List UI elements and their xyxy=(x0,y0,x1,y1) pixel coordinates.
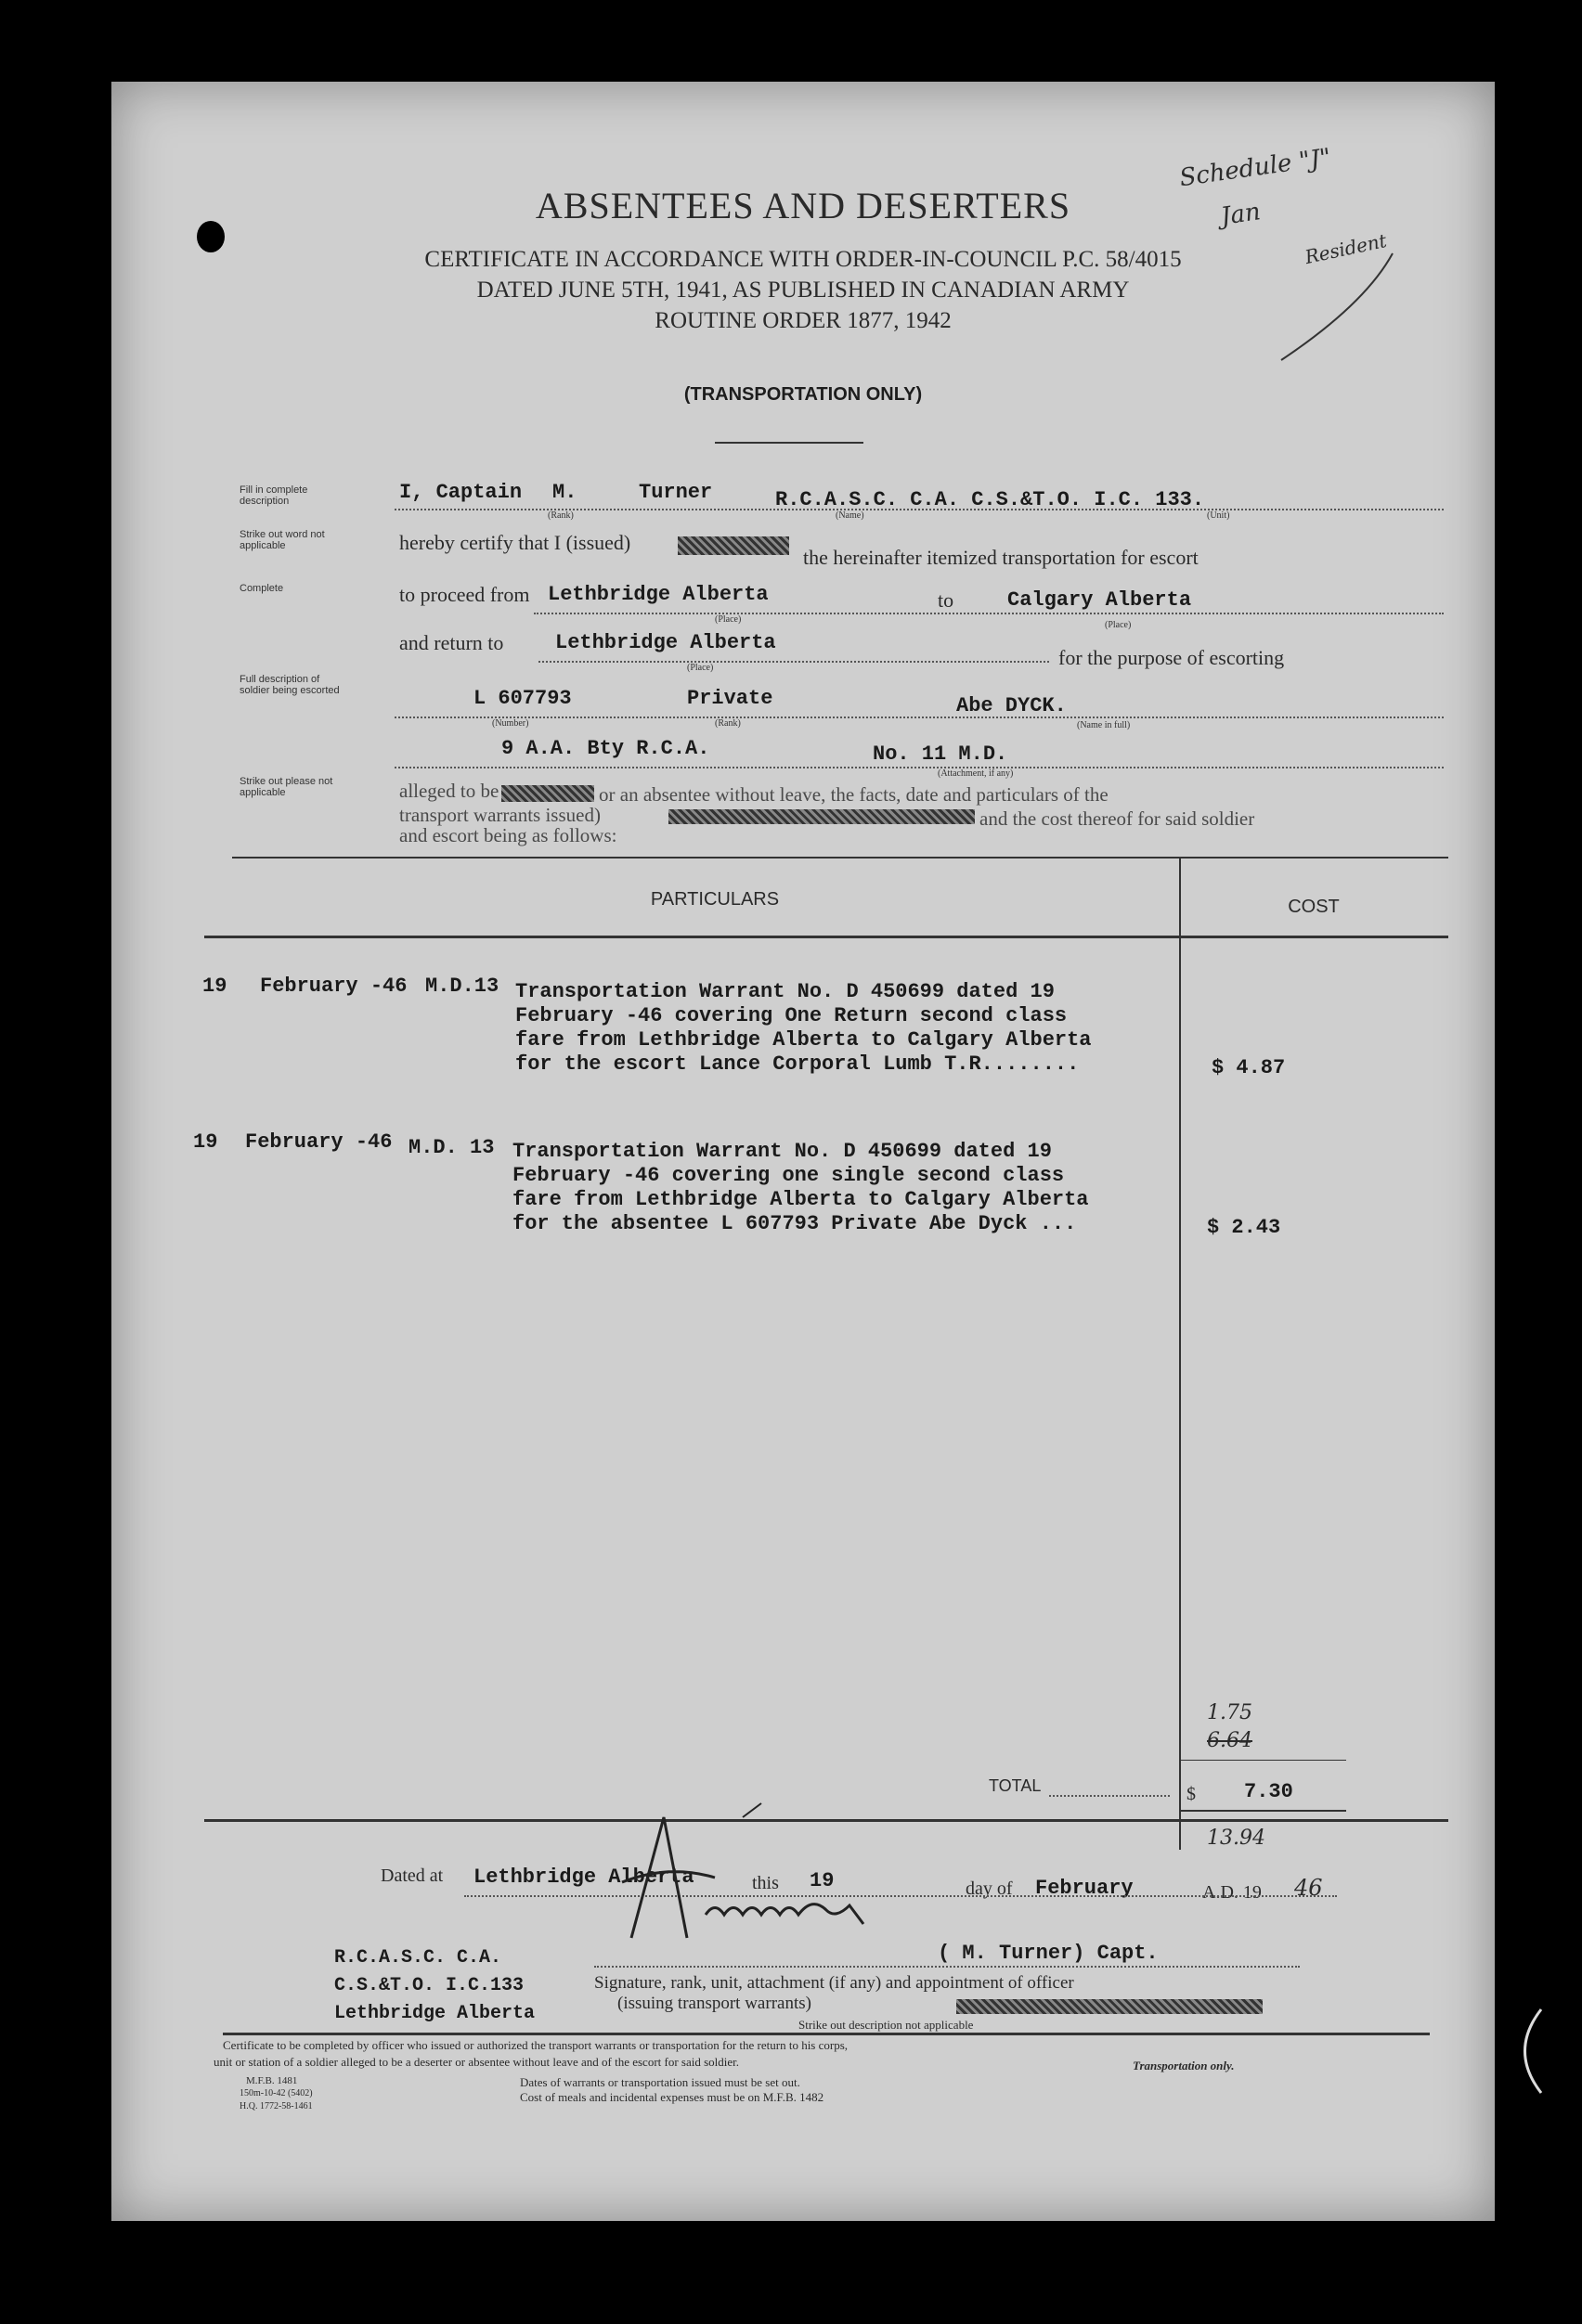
margin-complete: Complete xyxy=(240,583,284,594)
signature-bottom-rule xyxy=(223,2033,1430,2035)
dated-month: February xyxy=(1035,1877,1134,1900)
row1-month: February -46 xyxy=(260,975,408,998)
row2-day: 19 xyxy=(193,1130,218,1154)
margin-fill-in: Fill in complete description xyxy=(240,484,308,507)
caption-place-1: (Place) xyxy=(715,614,742,625)
total-dotline xyxy=(1049,1795,1170,1797)
dated-place: Lethbridge Alberta xyxy=(473,1866,694,1889)
unit-stamp-3: Lethbridge Alberta xyxy=(334,2003,536,2024)
row1-district: M.D.13 xyxy=(425,975,499,998)
caption-name-full: (Name in full) xyxy=(1077,720,1131,730)
alleged-line-1: alleged to be xyxy=(399,780,499,802)
row2-month: February -46 xyxy=(245,1130,393,1154)
total-dollar: $ xyxy=(1186,1784,1196,1804)
particulars-header: PARTICULARS xyxy=(650,889,780,910)
certify-text-2: the hereinafter itemized transportation for escort xyxy=(803,546,1199,569)
row2-cost: $ 2.43 xyxy=(1207,1216,1281,1239)
unit-dotline xyxy=(395,767,1444,768)
table-top-rule xyxy=(232,857,1448,859)
alleged-line-1b: or an absentee without leave, the facts, date and particulars of the xyxy=(599,783,1109,806)
footer-transport-only: Transportation only. xyxy=(1133,2059,1235,2072)
edge-bracket xyxy=(1504,2005,1560,2098)
corner-note-resident: Resident xyxy=(1303,228,1389,269)
signature-caption-1: Signature, rank, unit, attachment (if any) and appointment of officer xyxy=(594,1973,1074,1993)
total-label: TOTAL xyxy=(989,1776,1042,1795)
unit-stamp-2: C.S.&T.O. I.C.133 xyxy=(334,1975,525,1996)
dated-year: 46 xyxy=(1294,1875,1323,1901)
row2-line2: February -46 covering one single second class xyxy=(512,1164,1065,1187)
row1-cost: $ 4.87 xyxy=(1212,1056,1286,1079)
caption-rank: (Rank) xyxy=(548,510,574,521)
struck-appointment xyxy=(956,1999,1263,2014)
alleged-line-2b: and the cost thereof for said soldier xyxy=(979,807,1255,830)
officer-line: I, Captain xyxy=(399,481,523,504)
row2-line4: for the absentee L 607793 Private Abe Dyck ... xyxy=(512,1212,1077,1235)
row1-line2: February -46 covering One Return second class xyxy=(515,1004,1068,1027)
calc-note-2: 6.64 xyxy=(1207,1729,1252,1752)
proceed-dotline xyxy=(534,613,1444,614)
table-header-rule xyxy=(204,936,1448,938)
caption-name: (Name) xyxy=(836,510,864,521)
caption-unit: (Unit) xyxy=(1207,510,1230,521)
strike-note: Strike out description not applicable xyxy=(798,2018,974,2032)
caption-rank-2: (Rank) xyxy=(715,718,741,729)
footer-note-1: Dates of warrants or transportation issued must be set out. xyxy=(520,2075,800,2089)
margin-full-description: Full description of soldier being escorted xyxy=(240,674,340,696)
dated-this-label: this xyxy=(752,1873,779,1893)
form-subtitle-3: ROUTINE ORDER 1877, 1942 xyxy=(655,308,952,333)
proceed-from: Lethbridge Alberta xyxy=(548,583,769,606)
row1-line1: Transportation Warrant No. D 450699 dated 19 xyxy=(515,980,1055,1003)
calc-note-1: 1.75 xyxy=(1207,1701,1252,1724)
row1-day: 19 xyxy=(202,975,227,998)
row1-line4: for the escort Lance Corporal Lumb T.R........ xyxy=(515,1052,1080,1076)
caption-number: (Number) xyxy=(492,718,529,729)
soldier-rank: Private xyxy=(687,687,773,710)
footer-instruction-1: Certificate to be completed by officer who issued or authorized the transport warrants or transportation for the return to his corps, xyxy=(223,2038,849,2052)
return-to-label: and return to xyxy=(399,631,504,654)
footer-hq-ref: H.Q. 1772-58-1461 xyxy=(240,2101,313,2111)
proceed-from-label: to proceed from xyxy=(399,583,530,606)
margin-strike-out: Strike out word not applicable xyxy=(240,529,325,551)
total-value: 7.30 xyxy=(1244,1780,1293,1803)
signature-dotline xyxy=(594,1966,1300,1968)
soldier-unit: 9 A.A. Bty R.C.A. xyxy=(501,737,710,760)
row2-line1: Transportation Warrant No. D 450699 dated 19 xyxy=(512,1140,1052,1163)
officer-initial: M. xyxy=(552,481,577,504)
corner-note-jan: Jan xyxy=(1219,198,1263,231)
calc-note-3: 13.94 xyxy=(1207,1827,1265,1850)
to-place: Calgary Alberta xyxy=(1007,588,1192,612)
certificate-form xyxy=(111,82,1495,2221)
footer-form-no: M.F.B. 1481 xyxy=(246,2075,298,2086)
dated-ad-label: A.D. 19 xyxy=(1202,1882,1262,1903)
soldier-number: L 607793 xyxy=(473,687,572,710)
header-rule xyxy=(715,442,863,444)
struck-deserter xyxy=(501,785,594,802)
officer-unit: R.C.A.S.C. C.A. C.S.&T.O. I.C. 133. xyxy=(775,488,1205,511)
transport-note: (TRANSPORTATION ONLY) xyxy=(683,384,923,405)
struck-transport xyxy=(668,809,975,824)
margin-strike-out-please: Strike out please not applicable xyxy=(240,776,333,798)
to-label: to xyxy=(938,588,954,612)
soldier-dotline xyxy=(395,717,1444,718)
row1-line3: fare from Lethbridge Alberta to Calgary Alberta xyxy=(515,1028,1092,1052)
purpose-label: for the purpose of escorting xyxy=(1058,646,1285,669)
row2-line3: fare from Lethbridge Alberta to Calgary Alberta xyxy=(512,1188,1089,1211)
footer-print-info: 150m-10-42 (5402) xyxy=(240,2088,313,2098)
footer-instruction-2: unit or station of a soldier alleged to be a deserter or absentee without leave and of the escort for said soldier. xyxy=(214,2055,740,2069)
alleged-line-2: transport warrants issued) xyxy=(399,804,601,826)
row2-district: M.D. 13 xyxy=(408,1136,495,1159)
officer-name: Turner xyxy=(639,481,713,504)
corner-note-schedule: Schedule "J" xyxy=(1177,143,1333,193)
dated-day: 19 xyxy=(810,1869,835,1892)
cost-header: COST xyxy=(1288,897,1340,917)
signature-caption-2: (issuing transport warrants) xyxy=(617,1994,811,2013)
dated-day-of-label: day of xyxy=(966,1879,1013,1899)
total-underline xyxy=(1179,1760,1346,1761)
signature-scrawl xyxy=(603,1799,975,1966)
alleged-line-3: and escort being as follows: xyxy=(399,824,617,846)
return-to: Lethbridge Alberta xyxy=(555,631,776,654)
cost-column-rule xyxy=(1179,857,1181,1850)
soldier-attachment: No. 11 M.D. xyxy=(873,742,1008,766)
total-double-rule xyxy=(1179,1810,1346,1812)
signature-name-rank: ( M. Turner) Capt. xyxy=(938,1942,1159,1965)
form-subtitle-2: DATED JUNE 5TH, 1941, AS PUBLISHED IN CANADIAN ARMY xyxy=(476,278,1130,303)
form-title: ABSENTEES AND DESERTERS xyxy=(535,185,1071,226)
return-dotline xyxy=(538,661,1049,663)
dated-label: Dated at xyxy=(381,1866,444,1886)
caption-place-2: (Place) xyxy=(1105,620,1132,630)
form-subtitle-1: CERTIFICATE IN ACCORDANCE WITH ORDER-IN-COUNCIL P.C. 58/4015 xyxy=(424,247,1182,272)
soldier-name: Abe DYCK. xyxy=(956,694,1067,717)
struck-word xyxy=(678,536,789,555)
unit-stamp-1: R.C.A.S.C. C.A. xyxy=(334,1947,502,1969)
certify-text: hereby certify that I (issued) xyxy=(399,531,631,554)
caption-attachment: (Attachment, if any) xyxy=(938,768,1014,779)
footer-note-2: Cost of meals and incidental expenses must be on M.F.B. 1482 xyxy=(520,2090,824,2104)
caption-place-3: (Place) xyxy=(687,663,714,673)
